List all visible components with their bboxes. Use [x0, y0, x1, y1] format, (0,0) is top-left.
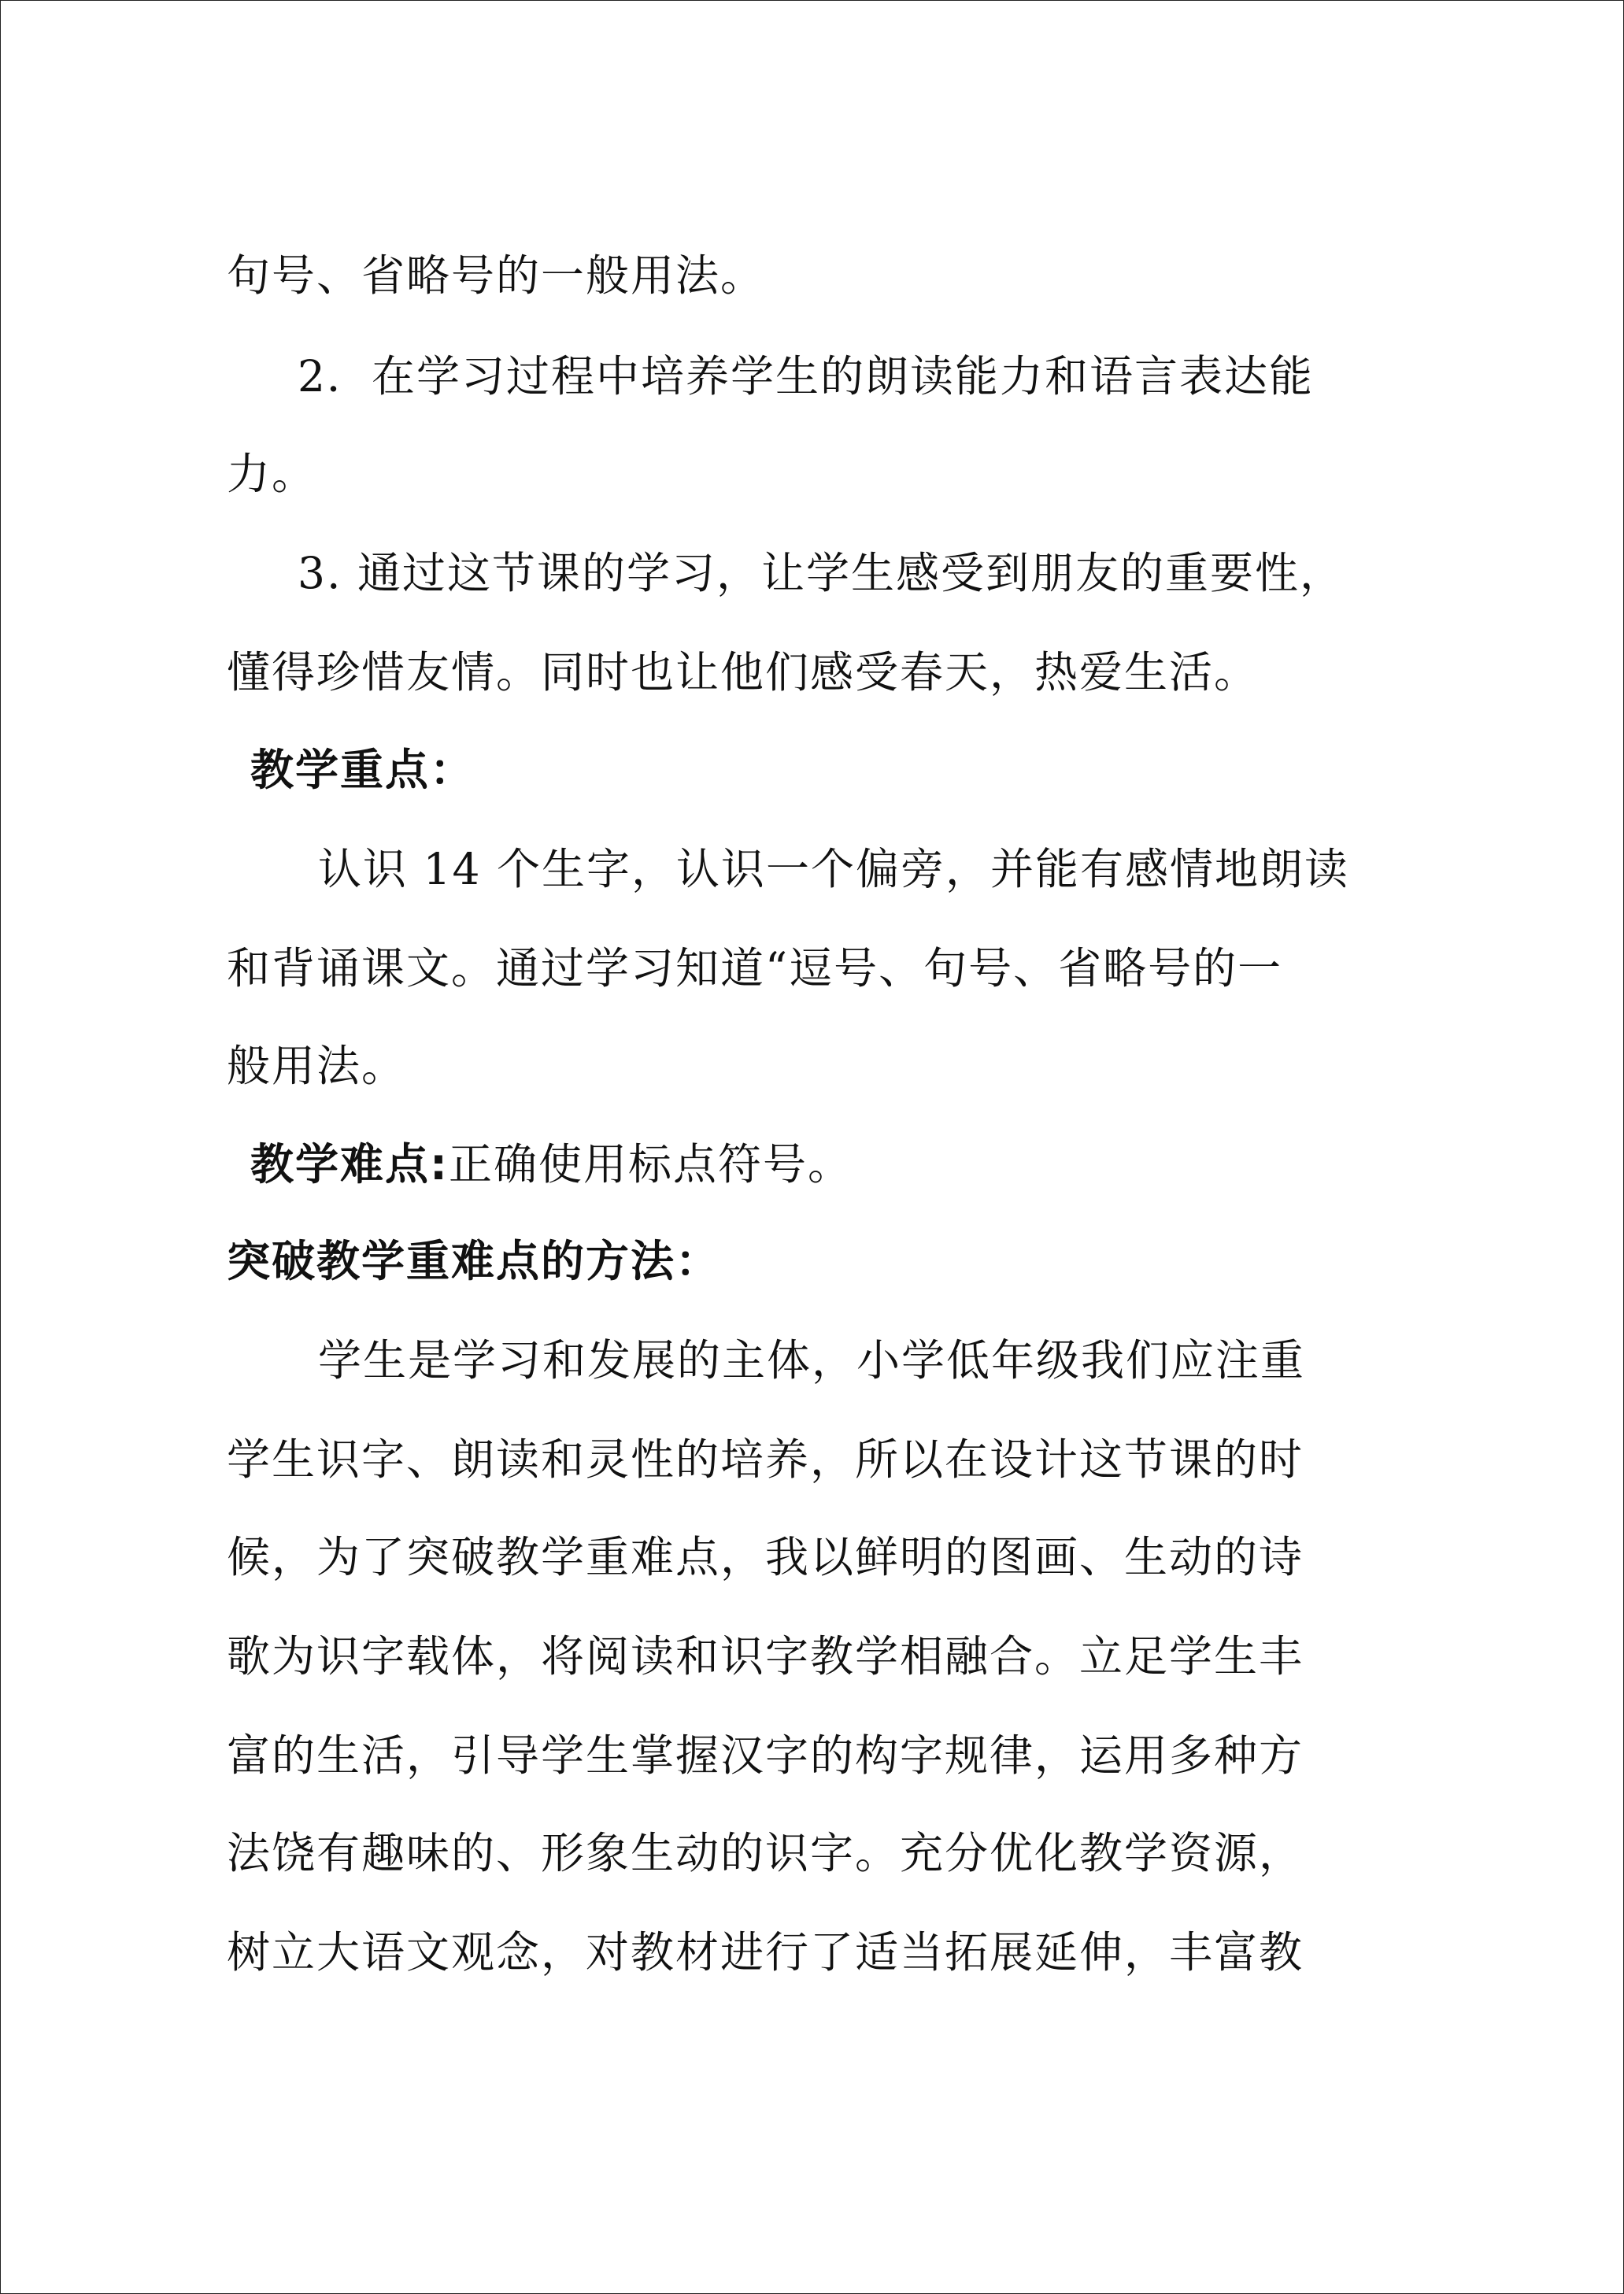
methods-line: 法饶有趣味的、形象生动的识字。充分优化教学资源，	[227, 1828, 1304, 1878]
key-points-line: 和背诵课文。通过学习知道“逗号、句号、省略号的一	[227, 943, 1283, 993]
key-points-line: 认识 14 个生字，认识一个偏旁，并能有感情地朗读	[318, 844, 1349, 894]
difficulty-heading: 教学难点:	[250, 1139, 449, 1190]
objective-2-line: 2．在学习过程中培养学生的朗读能力和语言表达能	[298, 351, 1314, 401]
difficulty-line	[250, 1137, 853, 1192]
methods-heading: 突破教学重难点的方法：	[227, 1236, 721, 1286]
methods-line: 候，为了突破教学重难点，我以鲜明的图画、生动的诗	[227, 1532, 1304, 1582]
methods-line: 歌为识字载体，将阅读和识字教学相融合。立足学生丰	[227, 1631, 1304, 1682]
text-line: 力。	[227, 449, 317, 499]
key-points-line: 般用法。	[227, 1041, 407, 1091]
methods-line: 富的生活，引导学生掌握汉字的构字规律，运用多种方	[227, 1730, 1304, 1781]
text-line: 懂得珍惜友情。同时也让他们感受春天，热爱生活。	[227, 647, 1260, 697]
methods-line: 学生识字、朗读和灵性的培养，所以在设计这节课的时	[227, 1434, 1304, 1485]
key-points-heading: 教学重点：	[250, 745, 475, 795]
objective-3-line: 3. 通过这节课的学习，让学生感受到朋友的重要性，	[298, 548, 1345, 598]
text-line: 句号、省略号的一般用法。	[227, 250, 766, 301]
methods-line: 学生是学习和发展的主体，小学低年级我们应注重	[318, 1335, 1306, 1386]
methods-line: 树立大语文观念，对教材进行了适当拓展延伸，丰富教	[227, 1927, 1304, 1978]
difficulty-text: 正确使用标点符号。	[449, 1139, 853, 1190]
